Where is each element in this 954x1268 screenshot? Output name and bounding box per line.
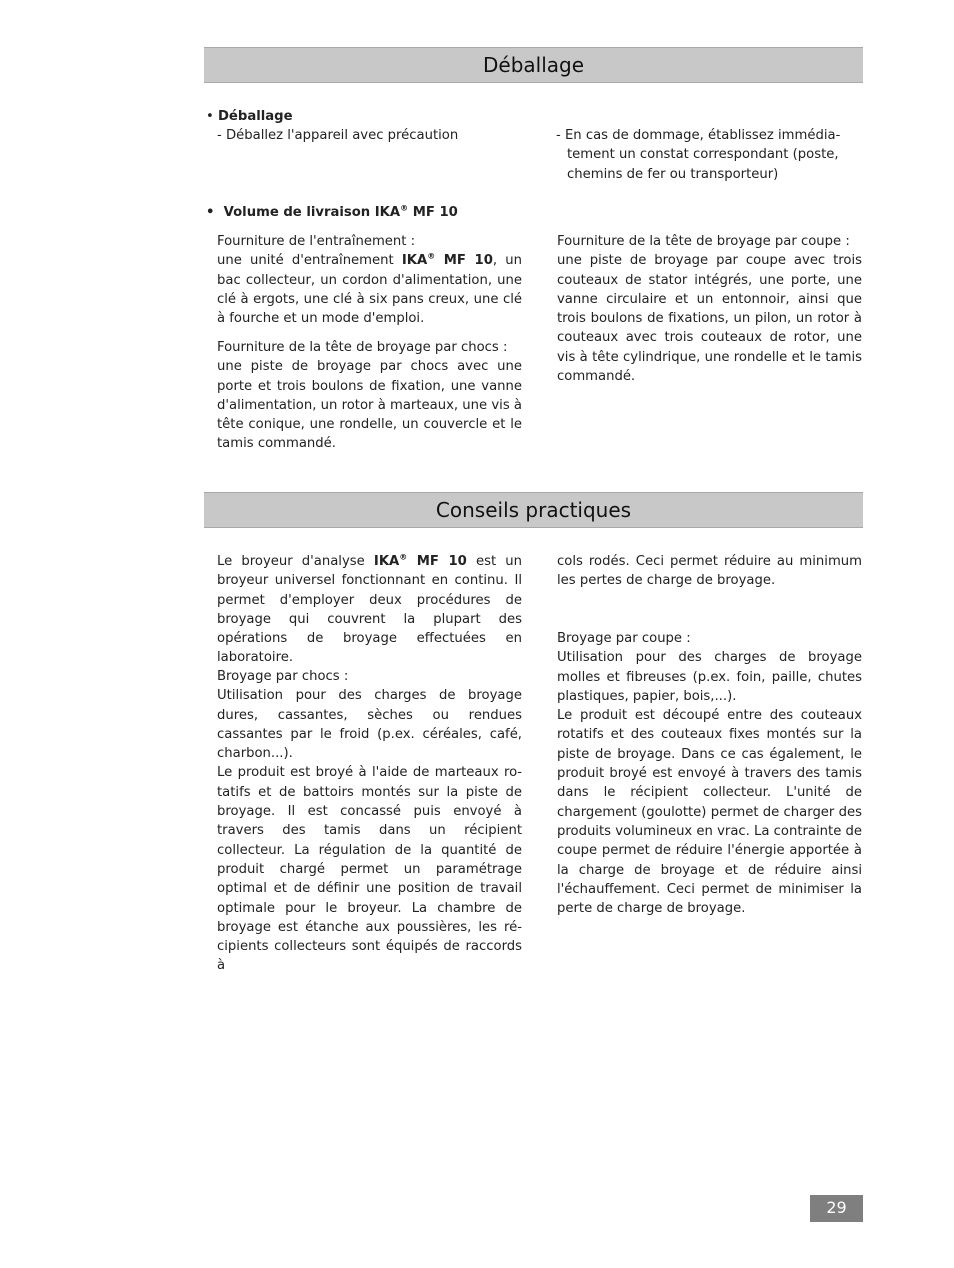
section-heading-conseils: Conseils practiques <box>204 492 863 528</box>
cut-supply-heading: Fourniture de la tête de broyage par coupe : <box>557 234 850 249</box>
deballage-damage-note <box>556 126 840 184</box>
cut-grinding-block <box>557 629 862 918</box>
bullet-glyph: • <box>206 205 215 220</box>
damage-note-line: tement un constat correspondant (poste, <box>567 147 839 163</box>
impact-grinding-heading: Broyage par chocs : <box>217 669 349 684</box>
impact-supply-heading: Fourniture de la tête de broyage par chocs : <box>217 340 508 355</box>
deballage-subheading <box>206 107 293 126</box>
impact-grinding-description: Le produit est broyé à l'aide de marteaux rotatifs et de battoirs montés sur la piste de broyage. Il est concassé puis envoyé à travers des tamis dans un récipient collecteur. La régulation de la quantité de produit chargé permet un paramétrage optimal et de définir une position de travail optimale pour le broyeur. La chambre de broyage est étanche aux poussières, les récipients collecteurs sont équipés de raccords à <box>217 765 522 974</box>
bullet-glyph: • <box>206 109 214 124</box>
drive-supply-heading: Fourniture de l'entraînement : <box>217 234 416 249</box>
cut-grinding-heading: Broyage par coupe : <box>557 631 691 646</box>
drive-supply-text: une unité d'entraînement IKA® MF 10, un bac collecteur, un cordon d'alimentation, une clé à ergots, une clé à six pans creux, une clé à fourche et un mode d'emploi. <box>217 251 522 327</box>
volume-title: Volume de livraison IKA <box>223 205 401 220</box>
impact-grinding-usage: Utilisation pour des charges de broyage dures, cassantes, sèches ou rendues cassantes par le froid (p.ex. céréales, café, charbon...). <box>217 688 522 762</box>
model-name: MF 10 <box>408 205 458 220</box>
page-number: 29 <box>810 1195 863 1222</box>
impact-supply-block <box>217 338 522 454</box>
cut-supply-text: une piste de broyage par coupe avec trois couteaux de stator intégrés, une porte, une vanne circulaire et un entonnoir, ainsi que trois boulons de fixations, un pilon, un rotor à couteaux avec trois couteaux de rotor, une vis à tête cylindrique, une rondelle et le tamis commandé. <box>557 253 862 385</box>
impact-grinding-block <box>217 667 522 976</box>
impact-grinding-continued: cols rodés. Ceci permet réduire au minimum les pertes de charge de broyage. <box>557 554 862 589</box>
deballage-instruction <box>217 126 458 145</box>
registered-mark: ® <box>400 203 409 213</box>
deballage-title: Déballage <box>217 109 293 124</box>
cut-grinding-usage: Utilisation pour des charges de broyage molles et fibreuses (p.ex. foin, paille, chutes plastiques, papier, bois,...). <box>557 650 862 704</box>
impact-supply-text: une piste de broyage par chocs avec une porte et trois boulons de fixation, une vanne d'alimentation, un rotor à marteaux, une vis à tête conique, une rondelle, un couvercle et le tamis commandé. <box>217 359 522 452</box>
deballage-instruction-text: Déballez l'appareil avec précaution <box>225 128 459 143</box>
damage-note-line: - En cas de dommage, établissez immédia- <box>556 128 841 143</box>
cut-grinding-description: Le produit est découpé entre des couteaux rotatifs et des couteaux fixes montés sur la piste de broyage. Dans ce cas également, le produit broyé est envoyé à travers des tamis dans le récipient collecteur. L'unité de chargement (goulotte) permet de charger des produits volumineux en vrac. La contrainte de coupe permet de réduire l'énergie apportée à la charge de broyage et de réduire ainsi l'échauffement. Ceci permet de minimiser la perte de charge de broyage. <box>557 708 862 917</box>
section-heading-deballage: Déballage <box>204 47 863 83</box>
dash-glyph: - <box>217 128 222 143</box>
drive-supply-block <box>217 232 522 328</box>
volume-subheading <box>206 203 458 222</box>
cut-supply-block <box>557 232 862 386</box>
damage-note-line: chemins de fer ou transporteur) <box>567 166 779 182</box>
conseils-intro: Le broyeur d'analyse IKA® MF 10 est un broyeur universel fonctionnant en continu. Il permet d'employer deux procédures de broyage qui couvrent la plupart des opérations de broyage effectuées en laboratoire. <box>217 552 522 666</box>
